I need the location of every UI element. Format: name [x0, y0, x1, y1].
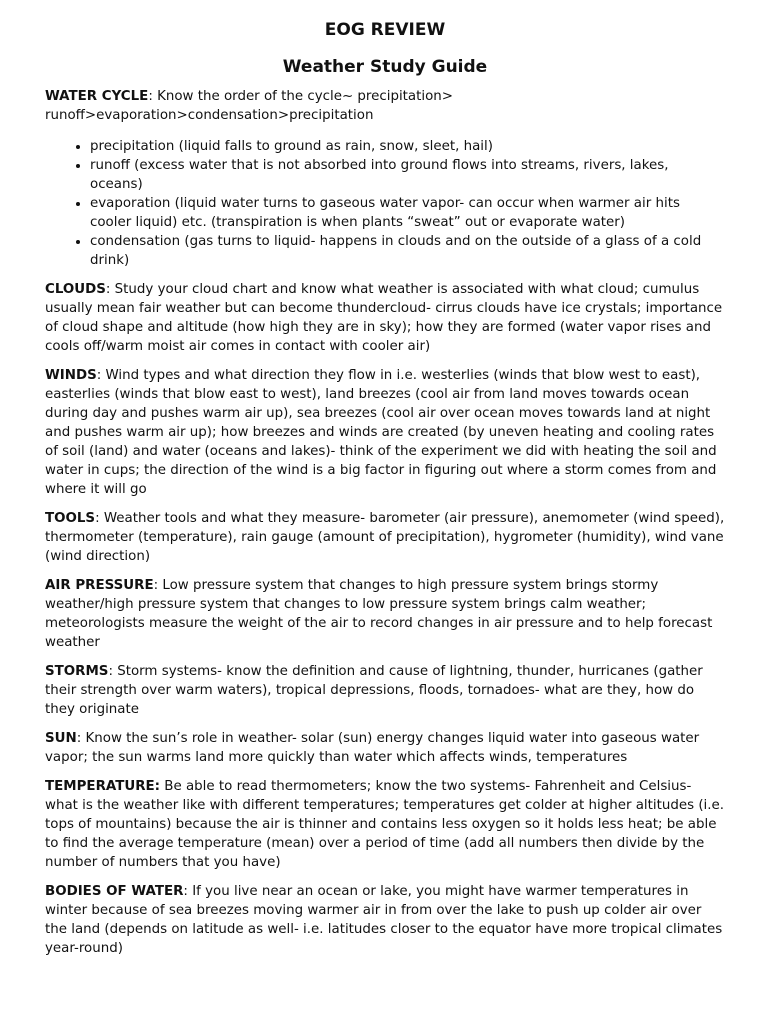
- bodies-of-water-text: : If you live near an ocean or lake, you might have warmer temperatures in winter because of sea breezes moving warmer air in from over the lake to push up colder air over the land (depends on latitude as well- i.e. latitudes closer to the equator have more tropical climates year-round): [45, 884, 723, 956]
- list-item: • condensation (gas turns to liquid- happens in clouds and on the outside of a glass of a cold drink): [90, 232, 725, 270]
- winds-section: [45, 366, 725, 499]
- air-pressure-section: [45, 576, 725, 652]
- storms-text: : Storm systems- know the definition and cause of lightning, thunder, hurricanes (gather their strength over warm waters), tropical depressions, floods, tornadoes- what are they, how do they originate: [45, 664, 703, 717]
- winds-label: WINDS: [45, 368, 97, 383]
- temperature-section: [45, 777, 725, 872]
- document-page: [45, 14, 725, 958]
- water-cycle-list: [45, 137, 725, 270]
- water-cycle-text: : Know the order of the cycle~ precipitation> runoff>evaporation>condensation>precipitation: [45, 89, 454, 123]
- clouds-label: CLOUDS: [45, 282, 106, 297]
- bodies-of-water-label: BODIES OF WATER: [45, 884, 184, 899]
- sun-label: SUN: [45, 731, 77, 746]
- temperature-label: TEMPERATURE:: [45, 779, 161, 794]
- sun-text: : Know the sun’s role in weather- solar (sun) energy changes liquid water into gaseous water vapor; the sun warms land more quickly than water which affects winds, temperatures: [45, 731, 700, 765]
- clouds-text: : Study your cloud chart and know what weather is associated with what cloud; cumulus usually mean fair weather but can become thundercloud- cirrus clouds have ice crystals; importance of cloud shape and altitude (how high they are in sky); how they are formed (water vapor rises and cools off/warm moist air comes in contact with cooler air): [45, 282, 723, 354]
- temperature-text: Be able to read thermometers; know the two systems- Fahrenheit and Celsius- what is the weather like with different temperatures; temperatures get colder at higher altitudes (i.e. tops of mountains) because the air is thinner and contains less oxygen so it holds less heat; be able to find the average temperature (mean) over a period of time (add all numbers then divide by the number of numbers that you have): [45, 779, 725, 870]
- document-subtitle: Weather Study Guide: [282, 57, 488, 77]
- storms-section: [45, 662, 725, 719]
- tools-text: : Weather tools and what they measure- barometer (air pressure), anemometer (wind speed), thermometer (temperature), rain gauge (amount of precipitation), hygrometer (humidity), wind vane (wind direction): [45, 511, 725, 564]
- bodies-of-water-section: [45, 882, 725, 958]
- air-pressure-label: AIR PRESSURE: [45, 578, 154, 593]
- clouds-section: [45, 280, 725, 356]
- list-item: • runoff (excess water that is not absorbed into ground flows into streams, rivers, lakes, oceans): [90, 156, 725, 194]
- air-pressure-text: : Low pressure system that changes to high pressure system brings stormy weather/high pressure system that changes to low pressure system brings calm weather; meteorologists measure the weight of the air to record changes in air pressure and to help forecast weather: [45, 578, 713, 650]
- list-item: • precipitation (liquid falls to ground as rain, snow, sleet, hail): [90, 137, 725, 156]
- list-item: • evaporation (liquid water turns to gaseous water vapor- can occur when warmer air hits cooler liquid) etc. (transpiration is when plants “sweat” out or evaporate water): [90, 194, 725, 232]
- tools-section: [45, 509, 725, 566]
- water-cycle-label: WATER CYCLE: [45, 89, 149, 104]
- sun-section: [45, 729, 725, 767]
- tools-label: TOOLS: [45, 511, 96, 526]
- winds-text: : Wind types and what direction they flow in i.e. westerlies (winds that blow west to east), easterlies (winds that blow east to west), land breezes (cool air from land moves towards ocean during day and pushes warm air up), sea breezes (cool air over ocean moves towards land at night and pushes warm air up); how breezes and winds are created (by uneven heating and cooling rates of soil (land) and water (oceans and lakes)- think of the experiment we did with heating the soil and water in cups; the direction of the wind is a big factor in figuring out where a storm comes from and where it will go: [45, 368, 717, 497]
- storms-label: STORMS: [45, 664, 109, 679]
- document-title: EOG REVIEW: [324, 20, 446, 40]
- water-cycle-section: [45, 87, 725, 270]
